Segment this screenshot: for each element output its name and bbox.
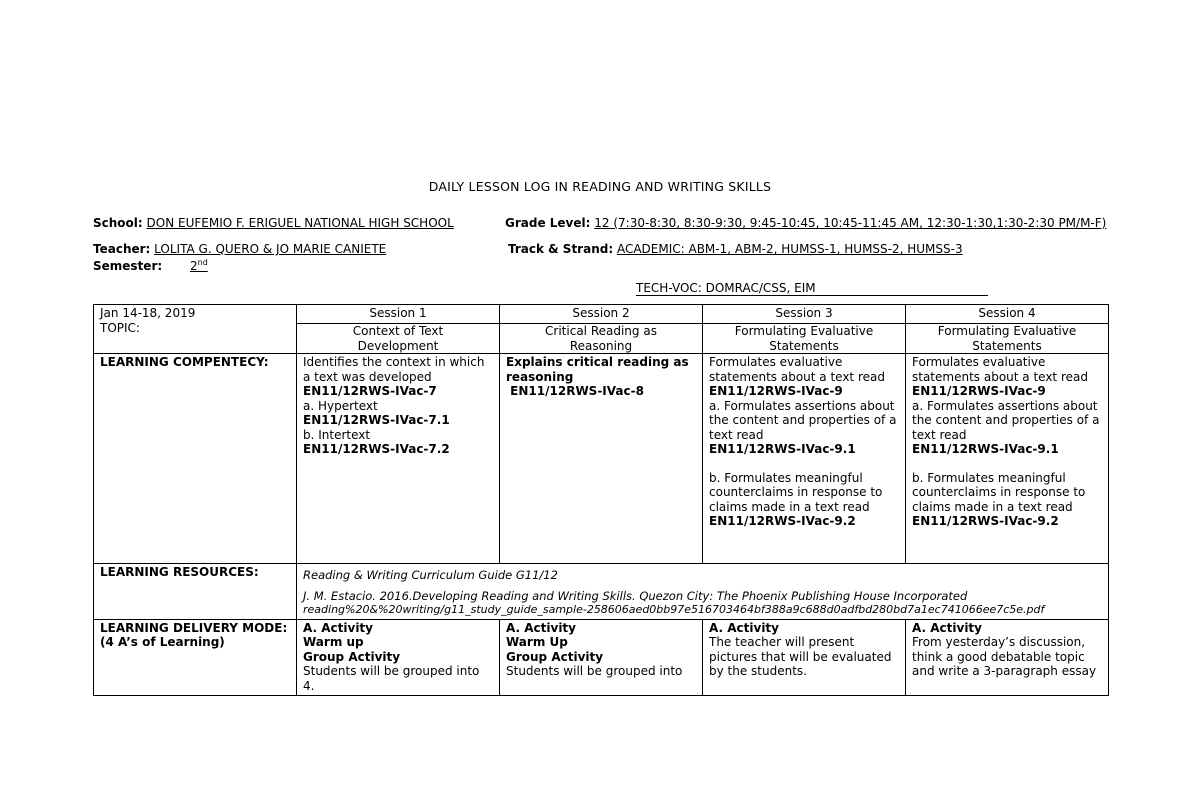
resource-textbook: J. M. Estacio. 2016.Developing Reading and Writing Skills. Quezon City: The Phoenix Publishing House Incorporated xyxy=(303,588,968,603)
grade-value: 12 (7:30-8:30, 8:30-9:30, 9:45-10:45, 10:45-11:45 AM, 12:30-1:30,1:30-2:30 PM/M-F) xyxy=(594,216,1107,230)
s3-competency-b: b. Formulates meaningful counterclaims in response to claims made in a text read xyxy=(709,470,883,514)
semester-label: Semester: xyxy=(93,259,163,273)
s1-grouping: Students will be grouped into 4. xyxy=(303,664,480,693)
session-4-competency xyxy=(906,354,1109,564)
s2-warmup: Warm Up xyxy=(506,635,568,649)
s4-spacer xyxy=(912,457,1102,471)
resource-curriculum-guide: Reading & Writing Curriculum Guide G11/12 xyxy=(303,568,558,582)
s1-competency-a-code: EN11/12RWS-IVac-7.1 xyxy=(303,413,450,427)
session-4-topic: Formulating Evaluative Statements xyxy=(906,324,1109,354)
session-1-header: Session 1 xyxy=(297,305,500,324)
resources-label: LEARNING RESOURCES: xyxy=(94,564,297,620)
date-text: Jan 14-18, 2019 xyxy=(100,306,196,320)
resources-row xyxy=(94,564,1109,620)
s2-competency-code: EN11/12RWS-IVac-8 xyxy=(506,384,644,398)
grade-label: Grade Level: xyxy=(505,216,591,230)
session-2-delivery xyxy=(500,619,703,695)
school-row xyxy=(93,216,454,230)
s4-competency-b-code: EN11/12RWS-IVac-9.2 xyxy=(912,514,1059,528)
competency-row xyxy=(94,354,1109,564)
s3-competency-code: EN11/12RWS-IVac-9 xyxy=(709,384,843,398)
s2-activity-head: A. Activity xyxy=(506,620,576,635)
delivery-row xyxy=(94,619,1109,695)
teacher-label: Teacher: xyxy=(93,242,151,256)
s4-competency-a: a. Formulates assertions about the content and properties of a text read xyxy=(912,398,1100,442)
session-1-delivery xyxy=(297,619,500,695)
session-2-header: Session 2 xyxy=(500,305,703,324)
lesson-log-table xyxy=(93,304,1109,696)
s1-activity-head: A. Activity xyxy=(303,620,373,635)
s4-competency-code: EN11/12RWS-IVac-9 xyxy=(912,384,1046,398)
s3-competency-a: a. Formulates assertions about the content and properties of a text read xyxy=(709,398,897,442)
techvoc-row xyxy=(636,282,988,296)
s3-activity-head: A. Activity xyxy=(709,620,779,635)
delivery-sublabel: (4 A’s of Learning) xyxy=(100,635,225,649)
s2-competency-text: Explains critical reading as reasoning xyxy=(506,355,689,384)
school-label: School: xyxy=(93,216,143,230)
s1-competency-a: a. Hypertext xyxy=(303,398,378,413)
session-2-competency xyxy=(500,354,703,564)
s3-activity-text: The teacher will present pictures that will be evaluated by the students. xyxy=(709,635,892,678)
session-4-header: Session 4 xyxy=(906,305,1109,324)
s1-warmup: Warm up xyxy=(303,635,364,649)
track-value: ACADEMIC: ABM-1, ABM-2, HUMSS-1, HUMSS-2, HUMSS-3 xyxy=(616,242,963,256)
competency-label: LEARNING COMPENTECY: xyxy=(94,354,297,564)
teacher-row xyxy=(93,242,386,256)
school-value: DON EUFEMIO F. ERIGUEL NATIONAL HIGH SCHOOL xyxy=(146,216,454,230)
s4-competency-a-code: EN11/12RWS-IVac-9.1 xyxy=(912,442,1059,456)
track-row xyxy=(508,242,963,256)
s2-grouping: Students will be grouped into xyxy=(506,664,683,678)
s3-spacer xyxy=(709,457,899,471)
semester-suffix: nd xyxy=(197,258,208,267)
s4-activity-head: A. Activity xyxy=(912,620,982,635)
s3-competency-b-code: EN11/12RWS-IVac-9.2 xyxy=(709,514,856,528)
s1-competency-text: Identifies the context in which a text was developed xyxy=(303,355,485,384)
s2-group-activity: Group Activity xyxy=(506,649,604,664)
session-3-delivery xyxy=(703,619,906,695)
s4-activity-text: From yesterday’s discussion, think a good debatable topic and write a 3-paragraph essay xyxy=(912,635,1097,678)
session-3-header: Session 3 xyxy=(703,305,906,324)
topic-label: TOPIC: xyxy=(100,320,140,335)
grade-row xyxy=(505,216,1106,230)
track-label: Track & Strand: xyxy=(508,242,614,256)
s1-competency-b: b. Intertext xyxy=(303,427,371,442)
s1-group-activity: Group Activity xyxy=(303,649,401,664)
s1-competency-code: EN11/12RWS-IVac-7 xyxy=(303,384,437,398)
resource-study-guide-link: reading%20&%20writing/g11_study_guide_sample-258606aed0bb97e516703464bf388a9c688d0adfbd280bd7a1ec741066ee7c5e.pdf xyxy=(303,603,1045,616)
s1-competency-b-code: EN11/12RWS-IVac-7.2 xyxy=(303,442,450,456)
date-topic-cell xyxy=(94,305,297,354)
semester-value xyxy=(190,259,208,273)
techvoc-value: TECH-VOC: DOMRAC/CSS, EIM xyxy=(636,281,816,295)
semester-number: 2 xyxy=(190,259,198,273)
document-title: DAILY LESSON LOG IN READING AND WRITING SKILLS xyxy=(428,179,772,194)
s4-competency-b: b. Formulates meaningful counterclaims in response to claims made in a text read xyxy=(912,470,1086,514)
semester-row xyxy=(93,256,208,273)
teacher-value: LOLITA G. QUERO & JO MARIE CANIETE xyxy=(154,242,387,256)
s3-competency-text: Formulates evaluative statements about a text read xyxy=(709,355,885,384)
session-4-delivery xyxy=(906,619,1109,695)
session-1-topic: Context of Text Development xyxy=(297,324,500,354)
s4-competency-text: Formulates evaluative statements about a text read xyxy=(912,355,1088,384)
session-3-topic: Formulating Evaluative Statements xyxy=(703,324,906,354)
session-1-competency xyxy=(297,354,500,564)
session-header-row xyxy=(94,305,1109,324)
resources-cell xyxy=(297,564,1109,620)
delivery-label: LEARNING DELIVERY MODE: xyxy=(100,620,288,635)
session-3-competency xyxy=(703,354,906,564)
session-2-topic: Critical Reading as Reasoning xyxy=(500,324,703,354)
delivery-label-cell xyxy=(94,619,297,695)
s3-competency-a-code: EN11/12RWS-IVac-9.1 xyxy=(709,442,856,456)
